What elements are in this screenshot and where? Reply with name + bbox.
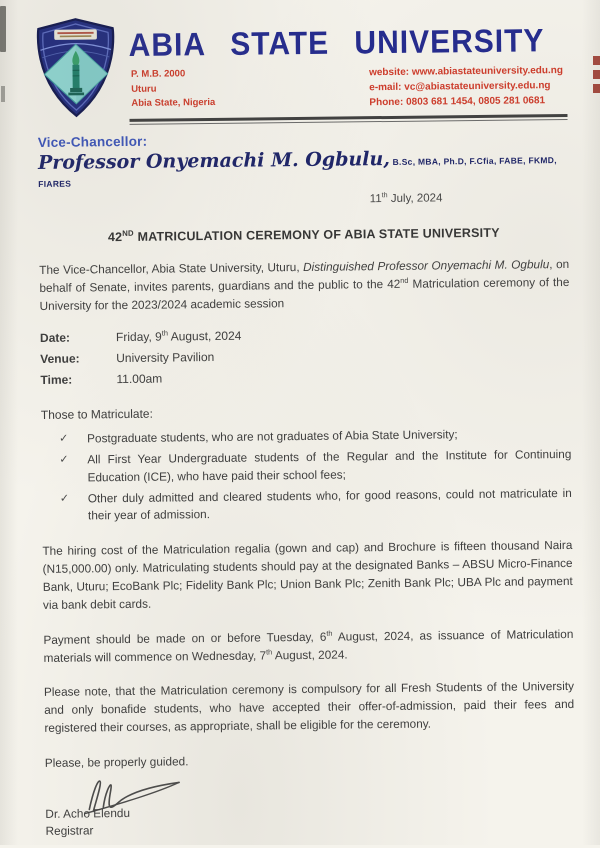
list-item [87,446,571,487]
matriculate-heading: Those to Matriculate: [41,402,571,422]
address-line-1: P. M.B. 2000 [131,67,215,83]
check-icon: ✓ [60,490,69,507]
absu-crest-logo [28,16,123,119]
title-number: 42 [108,230,122,244]
letterhead [36,9,567,126]
intro-vc-name-italic: Distinguished Professor Onyemachi M. Ogbulu [303,257,549,274]
date-value-a: Friday, 9 [116,330,162,345]
university-name: ABIA STATE UNIVERSITY [128,23,566,65]
intro-paragraph [39,255,570,315]
registrar-name: Dr. Acho Elendu [45,801,575,821]
venue-label: Venue: [40,349,116,371]
time-label: Time: [40,370,116,392]
letter-date-ordinal: th [382,191,388,199]
list-item-text: Other duly admitted and cleared students who, for good reasons, could not matriculate in their year of admission. [88,485,572,522]
date-label: Date: [40,328,116,350]
venue-value: University Pavilion [116,347,214,369]
note-paragraph: Please note, that the Matriculation ceremony is compulsory for all Fresh Students of the University and only bonafide students, who have accepted their offer-of-admission, paid their fees and registered their courses, as appropriate, shall be eligible for the ceremony. [44,677,575,737]
date-ordinal: th [162,329,168,338]
date-value-b: August, 2024 [168,329,242,344]
vc-label: Vice-Chancellor: [38,129,568,150]
time-value: 11.00am [116,369,162,391]
intro-part-c: , on behalf of Senate, invites parents, guardians and the public to the 42 [39,257,569,295]
intro-part-d: Matriculation ceremony of the University for the 2023/2024 academic session [40,275,570,313]
check-icon: ✓ [59,431,68,448]
list-item [88,484,572,525]
payment-ordinal-1: th [326,628,332,637]
payment-part-a: Payment should be made on or before Tuesday, 6 [43,629,326,646]
list-item [87,425,571,448]
vc-name: Professor Onyemachi M. Ogbulu, [38,148,390,174]
registrar-title: Registrar [45,818,575,838]
matriculate-list [41,425,572,525]
title-text: MATRICULATION CEREMONY OF ABIA STATE UNIVERSITY [134,226,500,244]
postal-address [131,67,215,113]
vc-name-line [38,146,568,192]
date-value [116,326,242,348]
vc-credentials: B.Sc, MBA, Ph.D, F.Cfia, FABE, FKMD, FIARES [38,155,557,189]
list-item-text: Postgraduate students, who are not graduates of Abia State University; [87,428,458,446]
letter-date-rest: July, 2024 [388,192,443,205]
cost-paragraph: The hiring cost of the Matriculation regalia (gown and cap) and Brochure is fifteen thousand Naira (N15,000.00) only. Matriculating students should pay at the designated Banks – ABSU Micro-Finance Bank, Uturu; EcoBank Plc; Fidelity Bank Plc; Union Bank Plc; Zenith Bank Plc; UBA Plc and payment via bank debit cards. [42,536,573,615]
phone-line: Phone: 0803 681 1454, 0805 281 0681 [369,93,563,110]
payment-part-c: August, 2024. [272,647,348,662]
intro-part-a: The Vice-Chancellor, Abia State University, Uturu, [39,260,303,277]
letter-date-day: 11 [370,193,382,205]
address-line-2: Uturu [131,82,215,98]
website-line: website: www.abiastateuniversity.edu.ng [369,63,563,80]
check-icon: ✓ [59,452,68,469]
event-details [40,322,571,391]
list-item-text: All First Year Undergraduate students of the Regular and the Institute for Continuing Education (ICE), who have paid their school fees; [87,447,571,484]
letter-date [38,191,568,209]
address-line-3: Abia State, Nigeria [131,96,215,112]
title-ordinal: ND [122,229,134,238]
contact-block [369,63,563,110]
intro-ordinal: nd [400,276,408,285]
email-line: e-mail: vc@abiastateuniversity.edu.ng [369,78,563,95]
payment-part-b: August, 2024, as issuance of Matriculation materials will commence on Wednesday, 7 [44,626,574,664]
document-title [39,225,569,245]
payment-ordinal-2: th [266,647,272,656]
payment-paragraph [43,624,573,666]
closing-line: Please, be properly guided. [45,750,575,770]
